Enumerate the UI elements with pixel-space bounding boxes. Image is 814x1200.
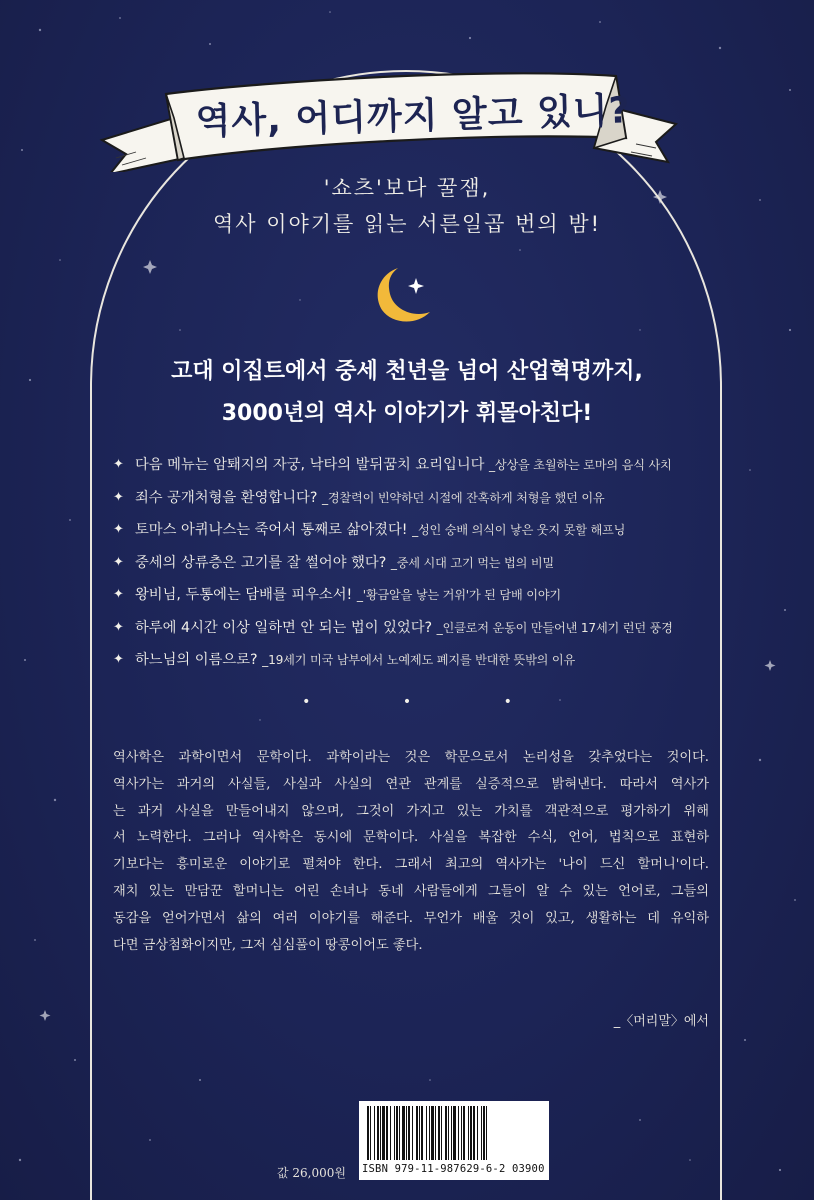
excerpt-line: 서 노력한다. 그러나 역사학은 동시에 문학이다. 사실을 복잡한 수식, 언어, 법칙으로 표현하	[113, 830, 709, 846]
section-separator: • • •	[302, 694, 556, 710]
list-item-title: 토마스 아퀴나스는 죽어서 통째로 삶아졌다!	[135, 522, 408, 538]
crescent-moon-icon	[370, 262, 440, 326]
sparkle-bullet-icon: ✦	[113, 587, 124, 602]
excerpt-line: 역사가는 과거의 사실들, 사실과 사실의 연관 관계를 실증적으로 밝혀낸다. 따라서 역사가	[113, 776, 709, 792]
excerpt-line: 재치 있는 만담꾼 할머니는 어린 손녀나 동네 사람들에게 그들이 알 수 있는 언어로, 그들의	[113, 883, 709, 899]
sparkle-bullet-icon: ✦	[113, 619, 124, 635]
list-item-subtitle: _성인 숭배 의식이 낳은 웃지 못할 해프닝	[412, 523, 626, 537]
list-item	[113, 579, 733, 612]
excerpt-line: 동감을 얻어가면서 삶의 여러 이야기를 해준다. 무언가 배울 것이 있고, 생활하는 데 유익하	[113, 910, 709, 926]
price-label: 값 26,000원	[277, 1166, 346, 1180]
list-item-title: 왕비님, 두통에는 담배를 피우소서!	[135, 587, 353, 603]
headline-line-1: 고대 이집트에서 중세 천년을 넘어 산업혁명까지,	[171, 359, 643, 384]
contents-list	[113, 449, 733, 677]
list-item	[113, 514, 733, 547]
list-item-subtitle: _19세기 미국 남부에서 노예제도 폐지를 반대한 뜻밖의 이유	[262, 653, 576, 667]
list-item-subtitle: _경찰력이 빈약하던 시절에 잔혹하게 처형을 했던 이유	[321, 490, 605, 505]
excerpt-line: 다면 금상첨화이지만, 그저 심심풀이 땅콩이어도 좋다.	[113, 937, 423, 953]
headline-line-2: 3000년의 역사 이야기가 휘몰아친다!	[221, 401, 593, 426]
sparkle-star-icon	[408, 278, 424, 294]
list-item	[113, 482, 733, 515]
sparkle-bullet-icon: ✦	[113, 457, 124, 472]
list-item-subtitle: _상상을 초월하는 로마의 음식 사치	[489, 458, 672, 472]
excerpt-line: 기보다는 흥미로운 이야기로 펼쳐야 한다. 그래서 최고의 역사가는 '나이 드신 할머니'이다.	[113, 857, 709, 873]
list-item-title: 다음 메뉴는 암퇘지의 자궁, 낙타의 발뒤꿈치 요리입니다	[135, 457, 485, 473]
list-item	[113, 644, 733, 677]
tagline-line-1: '쇼츠'보다 꿀잼,	[323, 176, 491, 200]
sparkle-bullet-icon: ✦	[113, 652, 124, 667]
list-item	[113, 612, 733, 645]
list-item-title: 중세의 상류층은 고기를 잘 썰어야 했다?	[135, 554, 387, 571]
list-item-title: 죄수 공개처형을 환영합니다?	[135, 489, 318, 506]
banner-title: 역사, 어디까지 알고 있니?	[195, 90, 631, 143]
list-item-subtitle: _인클로저 운동이 만들어낸 17세기 런던 풍경	[436, 620, 673, 635]
isbn-number: ISBN 979-11-987629-6-2 03900	[362, 1163, 545, 1175]
sparkle-bullet-icon: ✦	[113, 522, 124, 537]
list-item-subtitle: _중세 시대 고기 먹는 법의 비밀	[390, 555, 554, 570]
excerpt-paragraph	[113, 745, 709, 959]
excerpt-line: 는 과거 사실을 만들어내지 않으며, 그것이 가지고 있는 가치를 객관적으로 평가하기 위해	[113, 803, 709, 819]
list-item	[113, 547, 733, 580]
sparkle-bullet-icon: ✦	[113, 489, 124, 505]
barcode-bars	[365, 1106, 543, 1160]
excerpt-line: 역사학은 과학이면서 문학이다. 과학이라는 것은 학문으로서 논리성을 갖추었다는 것이다.	[113, 750, 709, 765]
list-item-title: 하루에 4시간 이상 일하면 안 되는 법이 있었다?	[135, 619, 433, 636]
list-item-title: 하느님의 이름으로?	[135, 652, 258, 668]
list-item	[113, 449, 733, 482]
sparkle-bullet-icon: ✦	[113, 554, 124, 570]
list-item-subtitle: _'황금알을 낳는 거위'가 된 담배 이야기	[356, 588, 561, 602]
tagline-line-2: 역사 이야기를 읽는 서른일곱 번의 밤!	[212, 212, 602, 236]
excerpt-source: _〈머리말〉에서	[613, 1014, 709, 1029]
